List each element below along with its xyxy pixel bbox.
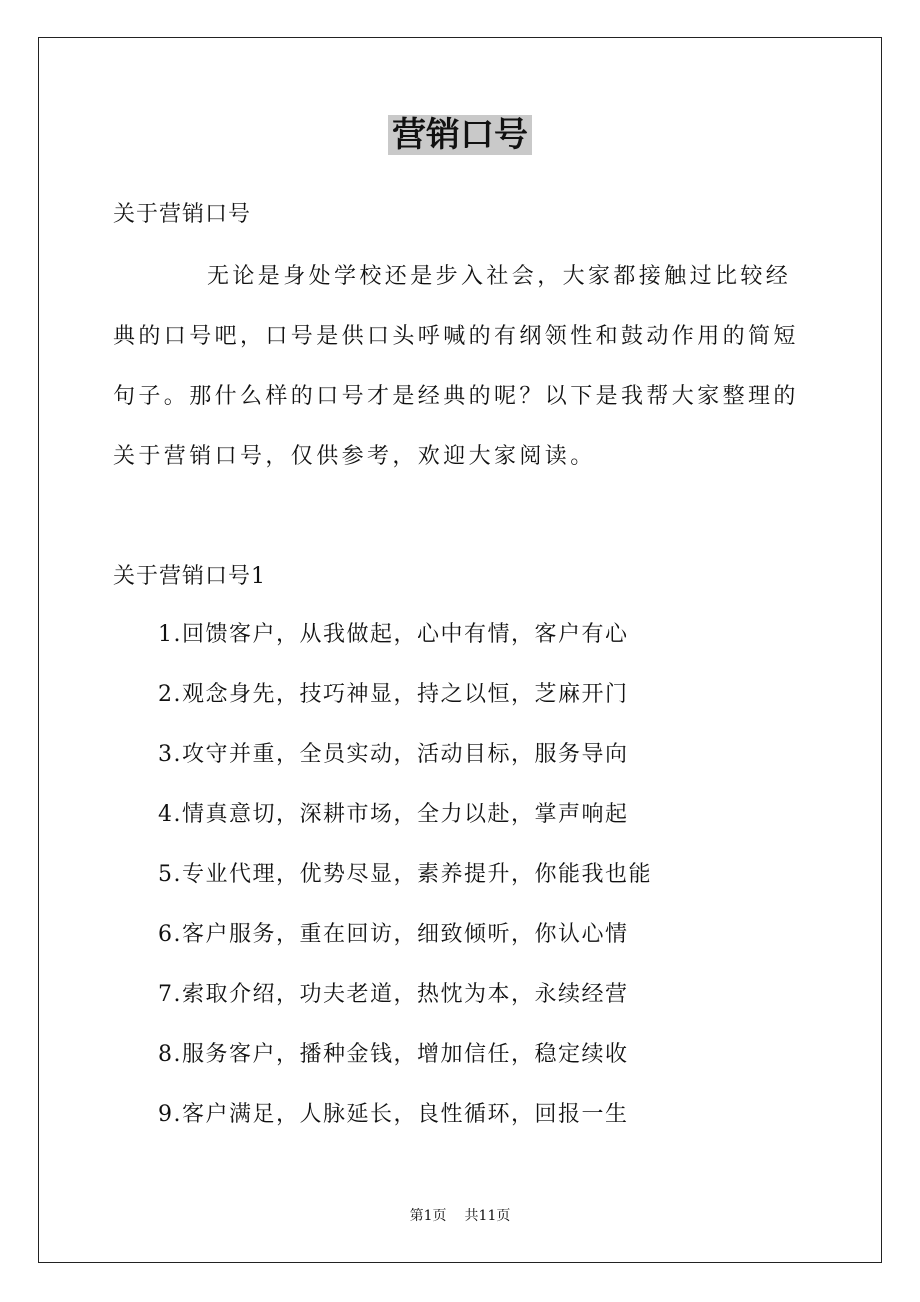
- list-item: 3.攻守并重，全员实动，活动目标，服务导向: [158, 742, 629, 767]
- document-title-container: [0, 112, 920, 158]
- list-item: 5.专业代理，优势尽显，素养提升，你能我也能: [158, 862, 652, 887]
- list-item: 2.观念身先，技巧神显，持之以恒，芝麻开门: [158, 682, 629, 707]
- list-item: 9.客户满足，人脉延长，良性循环，回报一生: [158, 1102, 629, 1127]
- page-number-current: 第1页: [409, 1208, 447, 1224]
- page-footer: [0, 1206, 920, 1226]
- list-item: 7.索取介绍，功夫老道，热忱为本，永续经营: [158, 982, 629, 1007]
- page-number-total: 共11页: [464, 1208, 511, 1224]
- document-title: 营销口号: [388, 115, 532, 155]
- list-item: 8.服务客户，播种金钱，增加信任，稳定续收: [158, 1042, 629, 1067]
- document-subtitle: 关于营销口号: [113, 202, 252, 227]
- list-item: 6.客户服务，重在回访，细致倾听，你认心情: [158, 922, 629, 947]
- intro-paragraph: 无论是身处学校还是步入社会，大家都接触过比较经典的口号吧，口号是供口头呼喊的有纲领性和鼓动作用的简短句子。那什么样的口号才是经典的呢？以下是我帮大家整理的关于营销口号，仅供参考，欢迎大家阅读。: [113, 264, 799, 469]
- list-item: 1.回馈客户，从我做起，心中有情，客户有心: [158, 622, 629, 647]
- section-heading: 关于营销口号1: [113, 564, 266, 589]
- list-item: 4.情真意切，深耕市场，全力以赴，掌声响起: [158, 802, 629, 827]
- slogan-list: [158, 620, 652, 1160]
